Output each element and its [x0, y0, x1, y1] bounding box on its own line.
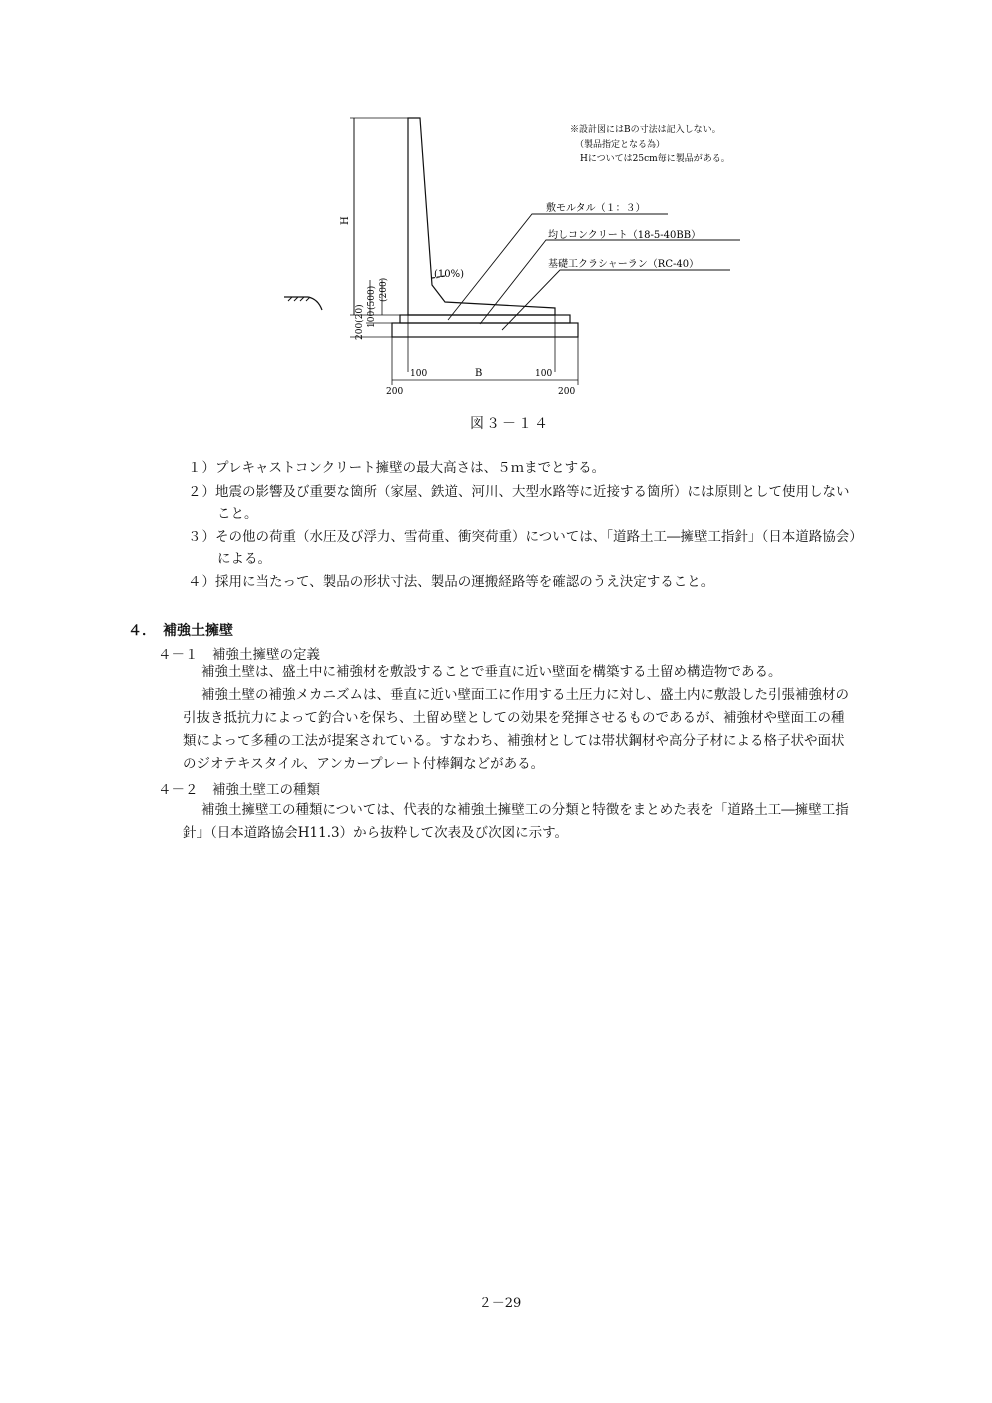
label-dim-200-20: 200(20) — [355, 304, 365, 340]
base-crusher-run — [392, 323, 578, 337]
label-dim-100-v: 100 — [367, 310, 377, 328]
s41-line-4: 類によって多種の工法が提案されている。すなわち、補強材としては帯状鋼材や高分子材による格子状や面状 — [183, 733, 845, 749]
note-line-3: Hについては25cm毎に製品がある。 — [580, 154, 730, 164]
label-leveling-concrete: 均しコンクリート（18-5-40BB） — [548, 230, 702, 241]
section-4-2-title: ４－２ 補強土壁工の種類 — [158, 782, 320, 798]
page-number: ２－29 — [478, 1296, 522, 1311]
s42-line-1: 補強土擁壁工の種類については、代表的な補強土擁壁工の分類と特徴をまとめた表を「道路土工―擁壁工指 — [201, 802, 849, 818]
label-base-crusher: 基礎工クラシャーラン（RC-40） — [548, 259, 700, 270]
s41-line-1: 補強土壁は、盛土中に補強材を敷設することで垂直に近い壁面を構築する土留め構造物である。 — [201, 664, 782, 680]
label-H: H — [340, 216, 351, 225]
s41-line-2: 補強土壁の補強メカニズムは、垂直に近い壁面工に作用する土圧力に対し、盛土内に敷設した引張補強材の — [201, 687, 849, 703]
s42-line-2: 針」（日本道路協会H11.3）から抜粋して次表及び次図に示す。 — [183, 825, 569, 841]
retaining-wall-drawing — [270, 110, 750, 410]
item-3: ３）その他の荷重（水圧及び浮力、雪荷重、衝突荷重）については、「道路土工―擁壁工指針」（日本道路協会） — [188, 529, 863, 545]
label-dim-200-left: 200 — [386, 387, 404, 397]
label-dim-B: B — [475, 368, 483, 379]
label-mortar: 敷モルタル（１：３） — [546, 203, 646, 214]
figure-caption: 図３－１４ — [470, 416, 550, 432]
label-dim-100-left: 100 — [410, 369, 428, 379]
item-3-cont: による。 — [217, 551, 271, 567]
s41-line-3: 引抜き抵抗力によって釣合いを保ち、土留め壁としての効果を発揮させるものであるが、補強材や壁面工の種 — [183, 710, 845, 726]
s41-line-5: のジオテキスタイル、アンカープレート付棒鋼などがある。 — [183, 756, 545, 772]
label-dim-500: (500) — [367, 285, 377, 310]
label-dim-200-inner: (200) — [379, 277, 389, 302]
note-line-1: ※設計図にはBの寸法は記入しない。 — [570, 125, 721, 135]
label-slope: (10%) — [434, 269, 465, 280]
item-1: １）プレキャストコンクリート擁壁の最大高さは、５ｍまでとする。 — [188, 460, 606, 476]
label-dim-100-right: 100 — [535, 369, 553, 379]
note-line-2: （製品指定となる為） — [575, 140, 666, 150]
section-4-1-title: ４－１ 補強土擁壁の定義 — [158, 647, 320, 663]
leveling-concrete — [400, 315, 570, 323]
section-4-heading: ４． 補強土擁壁 — [128, 623, 233, 639]
item-2: ２）地震の影響及び重要な箇所（家屋、鉄道、河川、大型水路等に近接する箇所）には原則として使用しない — [188, 484, 850, 500]
retaining-wall-figure — [270, 110, 750, 410]
label-dim-200-right: 200 — [558, 387, 576, 397]
item-2-cont: こと。 — [217, 506, 258, 522]
item-4: ４）採用に当たって、製品の形状寸法、製品の運搬経路等を確認のうえ決定すること。 — [188, 574, 715, 590]
wall-stem-outline — [408, 118, 555, 315]
